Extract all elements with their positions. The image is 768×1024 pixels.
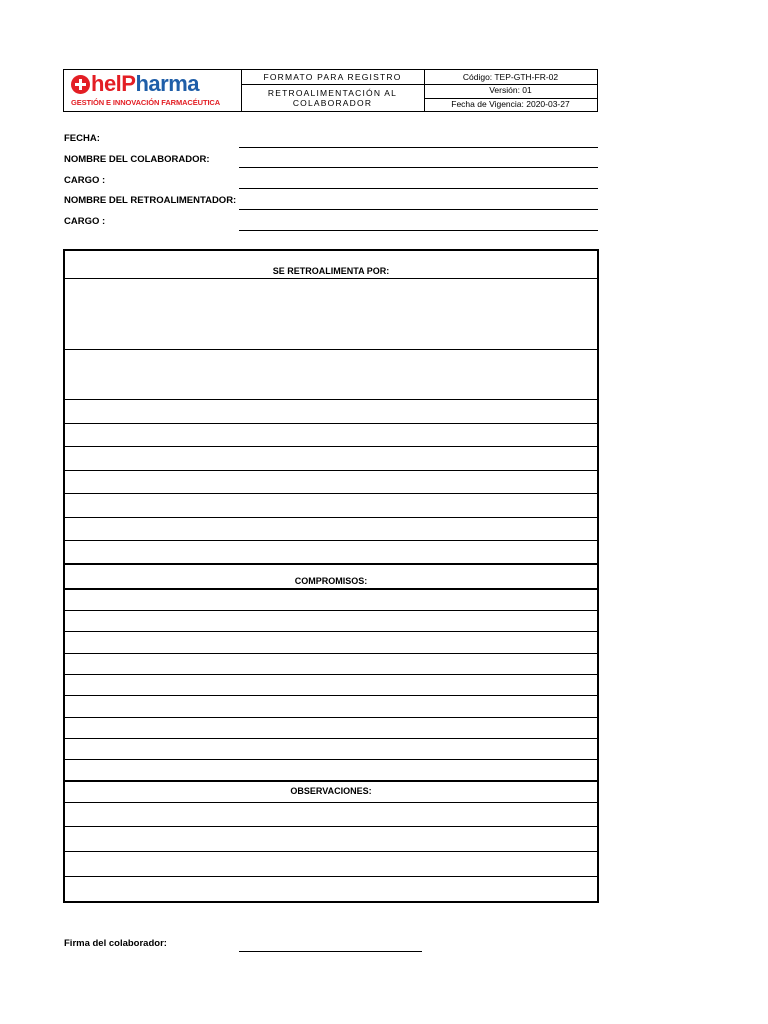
observaciones-heading: OBSERVACIONES:: [290, 786, 372, 796]
plus-icon: [71, 75, 90, 94]
document-title: RETROALIMENTACIÓN AL COLABORADOR: [267, 88, 398, 108]
row-divider: [65, 278, 597, 279]
nombre-colaborador-label: NOMBRE DEL COLABORADOR:: [64, 154, 210, 165]
nombre-colaborador-field[interactable]: [239, 167, 598, 168]
signature-field[interactable]: [239, 951, 422, 952]
row-divider: [65, 674, 597, 675]
compromisos-heading: COMPROMISOS:: [294, 576, 368, 586]
effective-date: Fecha de Vigencia: 2020-03-27: [451, 99, 570, 109]
row-divider: [65, 717, 597, 718]
row-divider: [65, 493, 597, 494]
nombre-retroalimentador-label: NOMBRE DEL RETROALIMENTADOR:: [64, 195, 237, 206]
section-divider: [65, 563, 597, 565]
feedback-table: [63, 249, 599, 903]
cargo-label: CARGO :: [64, 175, 106, 186]
row-divider: [65, 423, 597, 424]
document-code: Código: TEP-GTH-FR-02: [424, 70, 597, 85]
row-divider: [65, 695, 597, 696]
row-divider: [65, 540, 597, 541]
section-divider: [65, 588, 597, 590]
row-divider: [65, 759, 597, 760]
row-divider: [65, 826, 597, 827]
retroalimenta-heading: SE RETROALIMENTA POR:: [272, 266, 390, 276]
signature-label: Firma del colaborador:: [64, 938, 167, 949]
nombre-retroalimentador-field[interactable]: [239, 209, 598, 210]
row-divider: [65, 631, 597, 632]
row-divider: [65, 610, 597, 611]
row-divider: [65, 802, 597, 803]
format-label: FORMATO PARA REGISTRO: [241, 70, 424, 85]
row-divider: [65, 446, 597, 447]
logo-wordmark: [91, 71, 199, 97]
document-version: Versión: 01: [424, 84, 597, 99]
logo-tagline: GESTIÓN E INNOVACIÓN FARMACÉUTICA: [71, 98, 221, 107]
cargo-retroalimentador-label: CARGO :: [64, 216, 106, 227]
cargo-retroalimentador-field[interactable]: [239, 230, 598, 231]
logo-cell: [64, 70, 242, 111]
document-header: [63, 69, 598, 112]
title-cell: [241, 70, 425, 111]
row-divider: [65, 738, 597, 739]
logo-help: helP: [91, 71, 136, 96]
row-divider: [65, 470, 597, 471]
fecha-label: FECHA:: [64, 133, 100, 144]
cargo-field[interactable]: [239, 188, 598, 189]
row-divider: [65, 851, 597, 852]
row-divider: [65, 399, 597, 400]
metadata-cell: [424, 70, 597, 111]
section-divider: [65, 780, 597, 782]
row-divider: [65, 349, 597, 350]
row-divider: [65, 876, 597, 877]
fecha-field[interactable]: [239, 147, 598, 148]
row-divider: [65, 517, 597, 518]
row-divider: [65, 653, 597, 654]
logo-pharma: harma: [135, 71, 200, 96]
